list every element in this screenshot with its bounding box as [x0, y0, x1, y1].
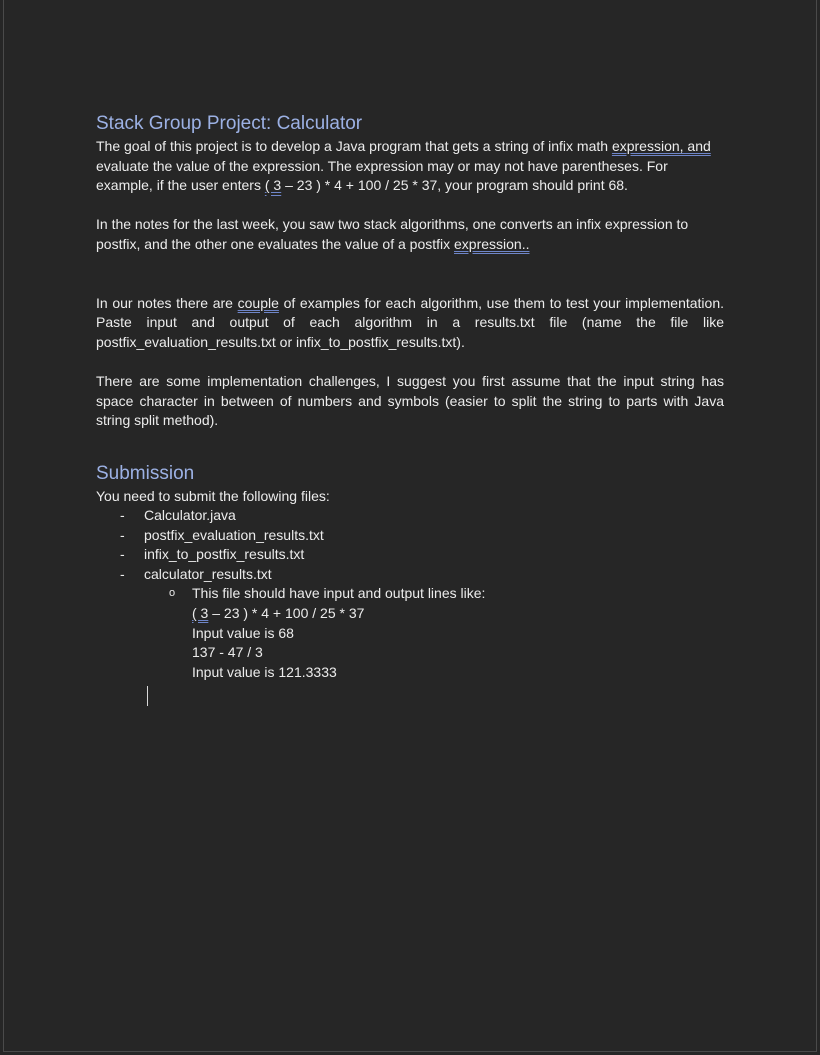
sample-line: 137 - 47 / 3 — [192, 644, 263, 661]
dash-bullet: - — [120, 546, 125, 563]
submission-heading: Submission — [96, 462, 195, 484]
file-list — [96, 506, 724, 604]
file-name: postfix_evaluation_results.txt — [144, 526, 324, 543]
dash-bullet: - — [120, 507, 125, 524]
list-item — [96, 506, 724, 526]
file-name: calculator_results.txt — [144, 565, 272, 582]
dash-bullet: - — [120, 526, 125, 543]
sample-line: Input value is 121.3333 — [192, 663, 337, 680]
file-name: infix_to_postfix_results.txt — [144, 546, 305, 563]
challenges-paragraph: There are some implementation challenges, I suggest you first assume that the input string has space character in between of numbers and symbols (easier to split the string to parts with Java string split method). — [96, 373, 724, 429]
list-item — [96, 545, 724, 565]
file-name: Calculator.java — [144, 507, 236, 524]
submission-intro: You need to submit the following files: — [96, 487, 330, 504]
circle-bullet: o — [169, 587, 176, 600]
spellcheck-mark: expression, and — [611, 138, 711, 154]
sub-note: This file should have input and output lines like: — [192, 585, 486, 602]
document-body[interactable] — [96, 111, 724, 682]
spellcheck-mark: expression.. — [454, 235, 530, 252]
sample-lines — [96, 604, 724, 682]
spellcheck-mark: ( 3 — [192, 605, 209, 622]
spellcheck-mark: ( 3 — [264, 177, 282, 194]
intro-paragraph: The goal of this project is to develop a Java program that gets a string of infix math expression, and evaluate the value of the expression. The expression may or may not have parentheses. For example, if the user enters ( 3 – 23 ) * 4 + 100 / 25 * 37, your program should print 68. — [96, 138, 711, 194]
notes-paragraph: In the notes for the last week, you saw two stack algorithms, one converts an infix expression to postfix, and the other one evaluates the value of a postfix expression.. — [96, 216, 689, 252]
sample-line: Input value is 68 — [192, 624, 294, 641]
dash-bullet: - — [120, 565, 125, 582]
page-title: Stack Group Project: Calculator — [96, 113, 363, 134]
list-item — [144, 584, 724, 604]
text-cursor — [147, 686, 148, 706]
examples-paragraph: In our notes there are couple of examples for each algorithm, use them to test your implementation. Paste input and output of each algorithm in a results.txt file (name the file like postfix_evaluation_results.txt or infix_to_postfix_results.txt). — [96, 294, 724, 350]
list-item — [96, 526, 724, 546]
list-item — [96, 565, 724, 604]
sub-list — [144, 584, 724, 604]
spellcheck-mark: couple — [237, 294, 279, 311]
sample-line: ( 3 – 23 ) * 4 + 100 / 25 * 37 — [192, 605, 365, 622]
